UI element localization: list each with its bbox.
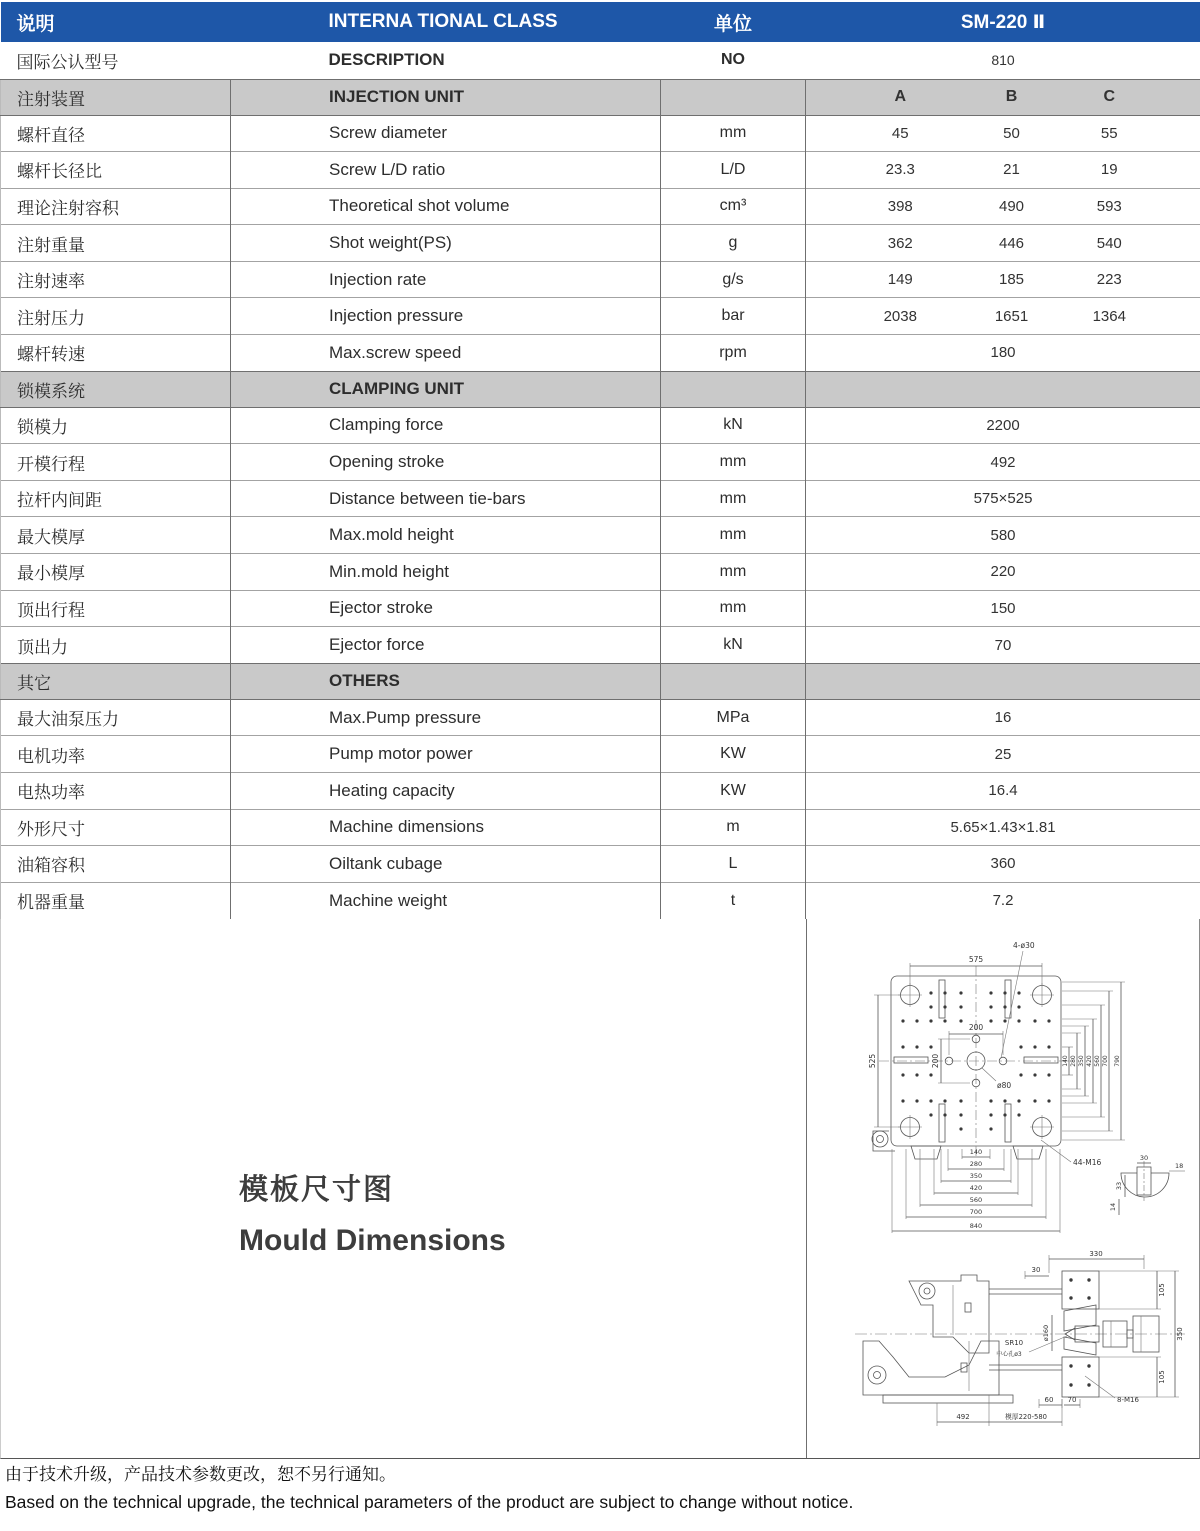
spec-value: 70 bbox=[806, 627, 1200, 664]
spec-value-c: 1364 bbox=[1068, 298, 1200, 335]
dim-label: 105 bbox=[1158, 1370, 1166, 1384]
spec-label-cn: 顶出力 bbox=[1, 627, 231, 664]
spec-value: 360 bbox=[806, 846, 1200, 883]
spec-unit: L/D bbox=[661, 152, 806, 189]
dim-label: 30 bbox=[1031, 1266, 1041, 1274]
spec-unit: MPa bbox=[661, 699, 806, 736]
spec-label-en: Injection pressure bbox=[231, 298, 661, 335]
spec-unit: kN bbox=[661, 407, 806, 444]
spec-label-en: Injection rate bbox=[231, 261, 661, 298]
dim-label: 840 bbox=[969, 1222, 983, 1230]
col-a: A bbox=[806, 79, 956, 115]
spec-value: 2200 bbox=[806, 407, 1200, 444]
spec-unit: KW bbox=[661, 736, 806, 773]
spec-unit: mm bbox=[661, 590, 806, 627]
table-row bbox=[1, 882, 1200, 919]
spec-value: 492 bbox=[806, 444, 1200, 481]
dim-label: 350 bbox=[1176, 1327, 1184, 1341]
unit-cell-empty bbox=[661, 79, 806, 115]
dim-label: 420 bbox=[969, 1184, 983, 1192]
spec-unit: cm³ bbox=[661, 188, 806, 225]
spec-label-cn: 拉杆内间距 bbox=[1, 480, 231, 517]
value-cell-empty bbox=[806, 371, 1200, 407]
platen-corner-detail bbox=[1041, 1140, 1185, 1215]
spec-label-en: Opening stroke bbox=[231, 444, 661, 481]
dim-label: 105 bbox=[1158, 1283, 1166, 1297]
mould-title-block bbox=[239, 1167, 506, 1258]
table-row bbox=[1, 152, 1200, 189]
dim-label: 200 bbox=[931, 1053, 940, 1069]
section-cn: 其它 bbox=[1, 663, 231, 699]
spec-label-en: Max.Pump pressure bbox=[231, 699, 661, 736]
spec-value: 150 bbox=[806, 590, 1200, 627]
header-unit-label: 单位 bbox=[661, 2, 806, 42]
spec-unit: mm bbox=[661, 444, 806, 481]
mould-title-en: Mould Dimensions bbox=[239, 1224, 506, 1257]
spec-label-en: Machine weight bbox=[231, 882, 661, 919]
desc-cn: 国际公认型号 bbox=[16, 52, 119, 72]
spec-value-a: 362 bbox=[806, 225, 956, 262]
platen-plate bbox=[872, 966, 1073, 1159]
col-b: B bbox=[956, 79, 1068, 115]
table-row bbox=[1, 188, 1200, 225]
spec-value: 5.65×1.43×1.81 bbox=[806, 809, 1200, 846]
header-cn-label: 说明 bbox=[1, 2, 231, 42]
spec-value: 220 bbox=[806, 554, 1200, 591]
spec-unit: KW bbox=[661, 773, 806, 810]
dim-label: 280 bbox=[1070, 1055, 1077, 1067]
desc-value: 810 bbox=[991, 52, 1015, 69]
section-en: OTHERS bbox=[231, 663, 661, 699]
spec-value-b: 185 bbox=[956, 261, 1068, 298]
spec-value-b: 490 bbox=[956, 188, 1068, 225]
spec-unit: g bbox=[661, 225, 806, 262]
dim-label: 70 bbox=[1067, 1396, 1077, 1404]
table-row bbox=[1, 335, 1200, 372]
platen-right-dim-stack bbox=[1062, 982, 1125, 1140]
sideview-machine bbox=[855, 1271, 1185, 1403]
spec-value: 16 bbox=[806, 699, 1200, 736]
spec-label-en: Clamping force bbox=[231, 407, 661, 444]
spec-label-en: Shot weight(PS) bbox=[231, 225, 661, 262]
dim-label: 44-M16 bbox=[1073, 1158, 1102, 1167]
spec-label-en: Distance between tie-bars bbox=[231, 480, 661, 517]
table-row bbox=[1, 480, 1200, 517]
spec-label-cn: 顶出行程 bbox=[1, 590, 231, 627]
mould-dimensions-panel bbox=[0, 919, 1200, 1459]
spec-label-cn: 电机功率 bbox=[1, 736, 231, 773]
desc-en: DESCRIPTION bbox=[328, 50, 445, 70]
spec-value-a: 23.3 bbox=[806, 152, 956, 189]
spec-label-cn: 螺杆长径比 bbox=[1, 152, 231, 189]
dim-label: 4-ø30 bbox=[1013, 941, 1035, 950]
dim-label: 420 bbox=[1086, 1055, 1093, 1067]
spec-label-en: Ejector stroke bbox=[231, 590, 661, 627]
spec-unit: rpm bbox=[661, 335, 806, 372]
spec-label-en: Screw L/D ratio bbox=[231, 152, 661, 189]
spec-unit: bar bbox=[661, 298, 806, 335]
section-row-others bbox=[1, 663, 1200, 699]
spec-table bbox=[0, 2, 1200, 919]
spec-label-cn: 注射压力 bbox=[1, 298, 231, 335]
footer-note-en: Based on the technical upgrade, the technical parameters of the product are subject to change without notice. bbox=[5, 1492, 854, 1512]
spec-value: 7.2 bbox=[806, 882, 1200, 919]
value-cell-empty bbox=[806, 663, 1200, 699]
description-row bbox=[1, 42, 1200, 79]
dim-label: 200 bbox=[968, 1023, 984, 1032]
dim-label: 33 bbox=[1115, 1181, 1123, 1191]
spec-value-c: 540 bbox=[1068, 225, 1200, 262]
dim-label: 560 bbox=[969, 1196, 983, 1204]
dim-label: 790 bbox=[1114, 1055, 1121, 1067]
spec-label-en: Max.mold height bbox=[231, 517, 661, 554]
section-cn: 锁模系统 bbox=[1, 371, 231, 407]
footer-note-cn: 由于技术升级，产品技术参数更改，恕不另行通知。 bbox=[5, 1465, 396, 1484]
dim-label: 140 bbox=[969, 1148, 983, 1156]
dim-label: 350 bbox=[1078, 1055, 1085, 1067]
unit-cell-empty bbox=[661, 371, 806, 407]
spec-value-c: 55 bbox=[1068, 115, 1200, 152]
mould-title-cn: 模板尺寸图 bbox=[239, 1174, 395, 1206]
spec-label-cn: 最大模厚 bbox=[1, 517, 231, 554]
platen-drawing bbox=[853, 933, 1197, 1243]
section-en: INJECTION UNIT bbox=[231, 79, 661, 115]
spec-unit: mm bbox=[661, 115, 806, 152]
dim-label: 330 bbox=[1089, 1250, 1103, 1258]
spec-label-cn: 注射重量 bbox=[1, 225, 231, 262]
spec-label-cn: 锁模力 bbox=[1, 407, 231, 444]
spec-unit: L bbox=[661, 846, 806, 883]
dim-label: 14 bbox=[1109, 1202, 1117, 1212]
spec-label-en: Min.mold height bbox=[231, 554, 661, 591]
spec-value-a: 45 bbox=[806, 115, 956, 152]
table-header-row bbox=[1, 2, 1200, 42]
spec-label-en: Max.screw speed bbox=[231, 335, 661, 372]
spec-value: 575×525 bbox=[806, 480, 1200, 517]
table-row bbox=[1, 554, 1200, 591]
sideview-dimensions bbox=[937, 1250, 1184, 1426]
table-row bbox=[1, 846, 1200, 883]
spec-label-cn: 油箱容积 bbox=[1, 846, 231, 883]
table-row bbox=[1, 699, 1200, 736]
spec-label-en: Ejector force bbox=[231, 627, 661, 664]
spec-unit: t bbox=[661, 882, 806, 919]
spec-unit: mm bbox=[661, 480, 806, 517]
unit-cell-empty bbox=[661, 663, 806, 699]
spec-label-en: Oiltank cubage bbox=[231, 846, 661, 883]
dim-label: 560 bbox=[1094, 1055, 1101, 1067]
footer-note bbox=[5, 1462, 853, 1516]
spec-value-a: 149 bbox=[806, 261, 956, 298]
spec-label-cn: 机器重量 bbox=[1, 882, 231, 919]
dim-label: 18 bbox=[1175, 1162, 1184, 1170]
spec-unit: kN bbox=[661, 627, 806, 664]
sideview-drawing bbox=[849, 1245, 1197, 1445]
dim-label: 575 bbox=[968, 955, 984, 964]
table-row bbox=[1, 809, 1200, 846]
spec-unit: mm bbox=[661, 554, 806, 591]
spec-value-b: 446 bbox=[956, 225, 1068, 262]
spec-value-a: 398 bbox=[806, 188, 956, 225]
section-row-clamping bbox=[1, 371, 1200, 407]
col-c: C bbox=[1068, 79, 1200, 115]
dim-label: ø80 bbox=[997, 1081, 1012, 1090]
table-row bbox=[1, 517, 1200, 554]
spec-label-en: Machine dimensions bbox=[231, 809, 661, 846]
spec-label-cn: 最大油泵压力 bbox=[1, 699, 231, 736]
spec-label-cn: 理论注射容积 bbox=[1, 188, 231, 225]
spec-value: 16.4 bbox=[806, 773, 1200, 810]
dim-label: 140 bbox=[1062, 1055, 1069, 1067]
spec-label-cn: 最小模厚 bbox=[1, 554, 231, 591]
dim-label: 60 bbox=[1044, 1396, 1054, 1404]
section-en: CLAMPING UNIT bbox=[231, 371, 661, 407]
spec-label-en: Screw diameter bbox=[231, 115, 661, 152]
spec-label-cn: 电热功率 bbox=[1, 773, 231, 810]
spec-value-c: 223 bbox=[1068, 261, 1200, 298]
dim-label: 492 bbox=[956, 1413, 970, 1421]
header-model: SM-220 Ⅱ bbox=[806, 2, 1200, 42]
spec-unit: g/s bbox=[661, 261, 806, 298]
panel-divider bbox=[806, 919, 807, 1458]
spec-value-a: 2038 bbox=[806, 298, 956, 335]
table-row bbox=[1, 115, 1200, 152]
section-row-injection bbox=[1, 79, 1200, 115]
spec-value-b: 21 bbox=[956, 152, 1068, 189]
spec-value-c: 593 bbox=[1068, 188, 1200, 225]
spec-label-en: Theoretical shot volume bbox=[231, 188, 661, 225]
table-row bbox=[1, 590, 1200, 627]
dim-label: SR10 bbox=[1004, 1339, 1024, 1347]
table-row bbox=[1, 225, 1200, 262]
table-row bbox=[1, 298, 1200, 335]
section-cn: 注射装置 bbox=[1, 79, 231, 115]
table-row bbox=[1, 736, 1200, 773]
dim-label: 700 bbox=[1102, 1055, 1109, 1067]
desc-unit: NO bbox=[721, 51, 745, 69]
dim-label: 525 bbox=[868, 1053, 877, 1069]
table-row bbox=[1, 773, 1200, 810]
spec-value: 580 bbox=[806, 517, 1200, 554]
table-row bbox=[1, 444, 1200, 481]
spec-unit: m bbox=[661, 809, 806, 846]
platen-dimensions bbox=[868, 941, 1042, 1127]
spec-unit: mm bbox=[661, 517, 806, 554]
dim-label: 模厚220-580 bbox=[1005, 1413, 1047, 1421]
spec-value-b: 50 bbox=[956, 115, 1068, 152]
dim-label: 350 bbox=[969, 1172, 983, 1180]
dim-label: 8-M16 bbox=[1117, 1396, 1139, 1404]
spec-label-cn: 外形尺寸 bbox=[1, 809, 231, 846]
spec-value: 180 bbox=[806, 335, 1200, 372]
spec-label-en: Heating capacity bbox=[231, 773, 661, 810]
dim-label: ø160 bbox=[1042, 1324, 1050, 1342]
table-row bbox=[1, 261, 1200, 298]
spec-value: 25 bbox=[806, 736, 1200, 773]
spec-label-cn: 螺杆转速 bbox=[1, 335, 231, 372]
table-row bbox=[1, 627, 1200, 664]
spec-value-b: 1651 bbox=[956, 298, 1068, 335]
table-row bbox=[1, 407, 1200, 444]
platen-bottom-dim-stack bbox=[892, 1148, 1060, 1233]
spec-label-en: Pump motor power bbox=[231, 736, 661, 773]
dim-label: 30 bbox=[1139, 1154, 1149, 1162]
spec-value-c: 19 bbox=[1068, 152, 1200, 189]
dim-label: 中心孔ø3 bbox=[996, 1351, 1022, 1358]
dim-label: 280 bbox=[969, 1160, 983, 1168]
spec-label-cn: 开模行程 bbox=[1, 444, 231, 481]
header-class-label: INTERNA TIONAL CLASS bbox=[231, 2, 661, 42]
spec-label-cn: 注射速率 bbox=[1, 261, 231, 298]
spec-label-cn: 螺杆直径 bbox=[1, 115, 231, 152]
dim-label: 700 bbox=[969, 1208, 983, 1216]
